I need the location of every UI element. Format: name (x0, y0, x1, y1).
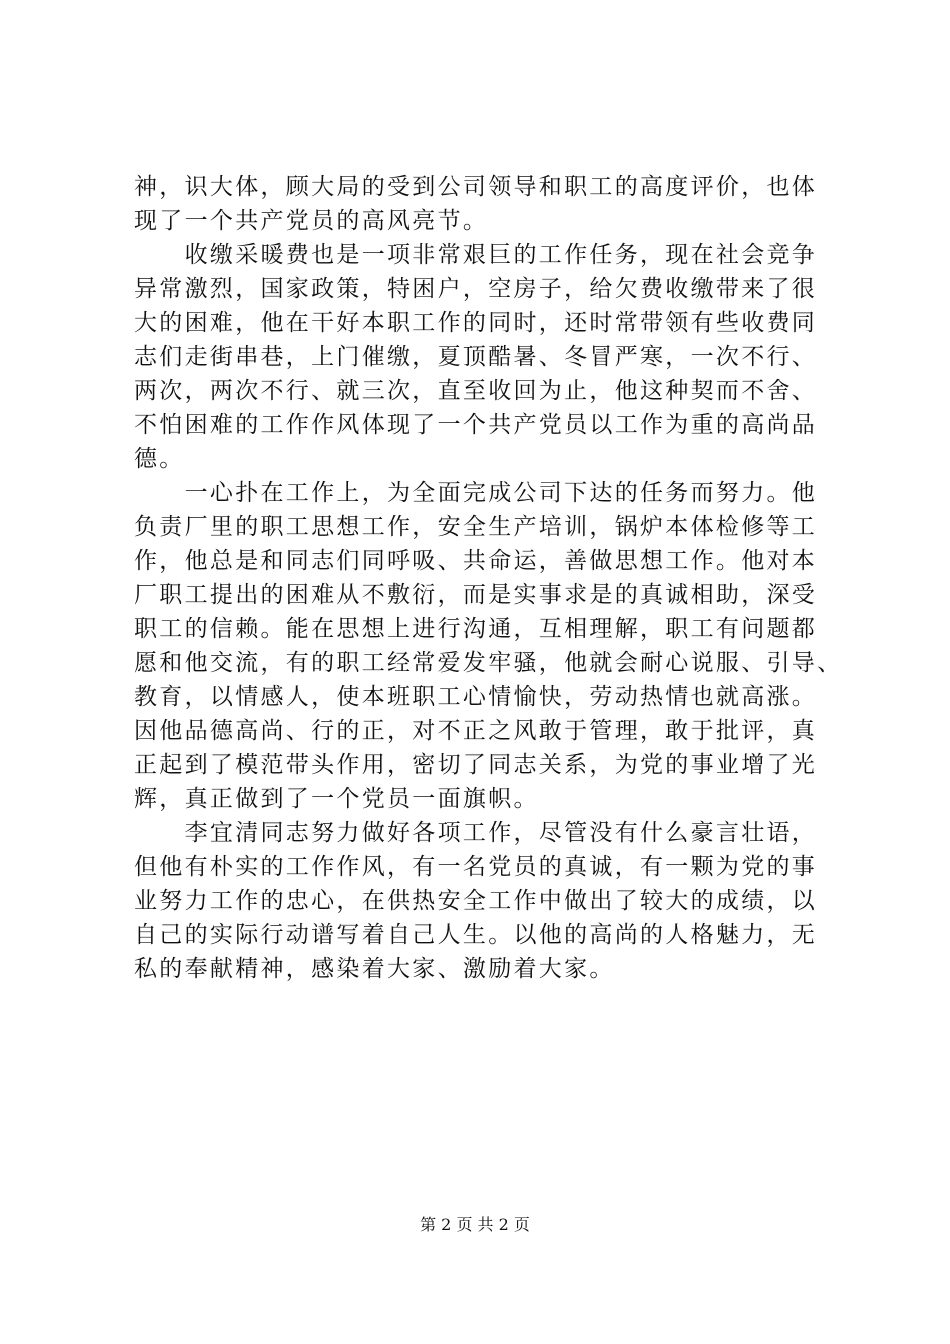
text-line: 厂职工提出的困难从不敷衍，而是实事求是的真诚相助，深受 (134, 582, 818, 608)
text-line: 两次，两次不行、就三次，直至收回为止，他这种契而不舍、 (134, 378, 818, 404)
text-line: 教育，以情感人，使本班职工心情愉快，劳动热情也就高涨。 (134, 684, 818, 710)
text-line: 李宜清同志努力做好各项工作，尽管没有什么豪言壮语， (134, 820, 818, 846)
text-line: 异常激烈，国家政策，特困户，空房子，给欠费收缴带来了很 (134, 276, 818, 302)
text-line: 辉，真正做到了一个党员一面旗帜。 (134, 786, 539, 812)
text-line: 业努力工作的忠心，在供热安全工作中做出了较大的成绩，以 (134, 888, 818, 914)
text-line: 私的奉献精神，感染着大家、激励着大家。 (134, 956, 615, 982)
text-line: 正起到了模范带头作用，密切了同志关系，为党的事业增了光 (134, 752, 818, 778)
text-line: 收缴采暖费也是一项非常艰巨的工作任务，现在社会竞争 (134, 242, 818, 268)
text-line: 现了一个共产党员的高风亮节。 (134, 208, 489, 234)
text-line: 自己的实际行动谱写着自己人生。以他的高尚的人格魅力，无 (134, 922, 818, 948)
text-line: 德。 (134, 446, 185, 472)
document-body (134, 170, 843, 986)
text-line: 但他有朴实的工作作风，有一名党员的真诚，有一颗为党的事 (134, 854, 818, 880)
text-line: 作，他总是和同志们同呼吸、共命运，善做思想工作。他对本 (134, 548, 818, 574)
page-number-footer: 第 2 页 共 2 页 (420, 1215, 530, 1234)
text-line: 志们走街串巷，上门催缴，夏顶酷暑、冬冒严寒，一次不行、 (134, 344, 818, 370)
text-line: 不怕困难的工作作风体现了一个共产党员以工作为重的高尚品 (134, 412, 818, 438)
text-line: 神，识大体，顾大局的受到公司领导和职工的高度评价，也体 (134, 174, 818, 200)
text-line: 大的困难，他在干好本职工作的同时，还时常带领有些收费同 (134, 310, 818, 336)
text-line: 愿和他交流，有的职工经常爱发牢骚，他就会耐心说服、引导、 (134, 650, 843, 676)
text-line: 因他品德高尚、行的正，对不正之风敢于管理，敢于批评，真 (134, 718, 818, 744)
text-line: 职工的信赖。能在思想上进行沟通，互相理解，职工有问题都 (134, 616, 818, 642)
text-line: 一心扑在工作上，为全面完成公司下达的任务而努力。他 (134, 480, 818, 506)
text-line: 负责厂里的职工思想工作，安全生产培训，锅炉本体检修等工 (134, 514, 818, 540)
